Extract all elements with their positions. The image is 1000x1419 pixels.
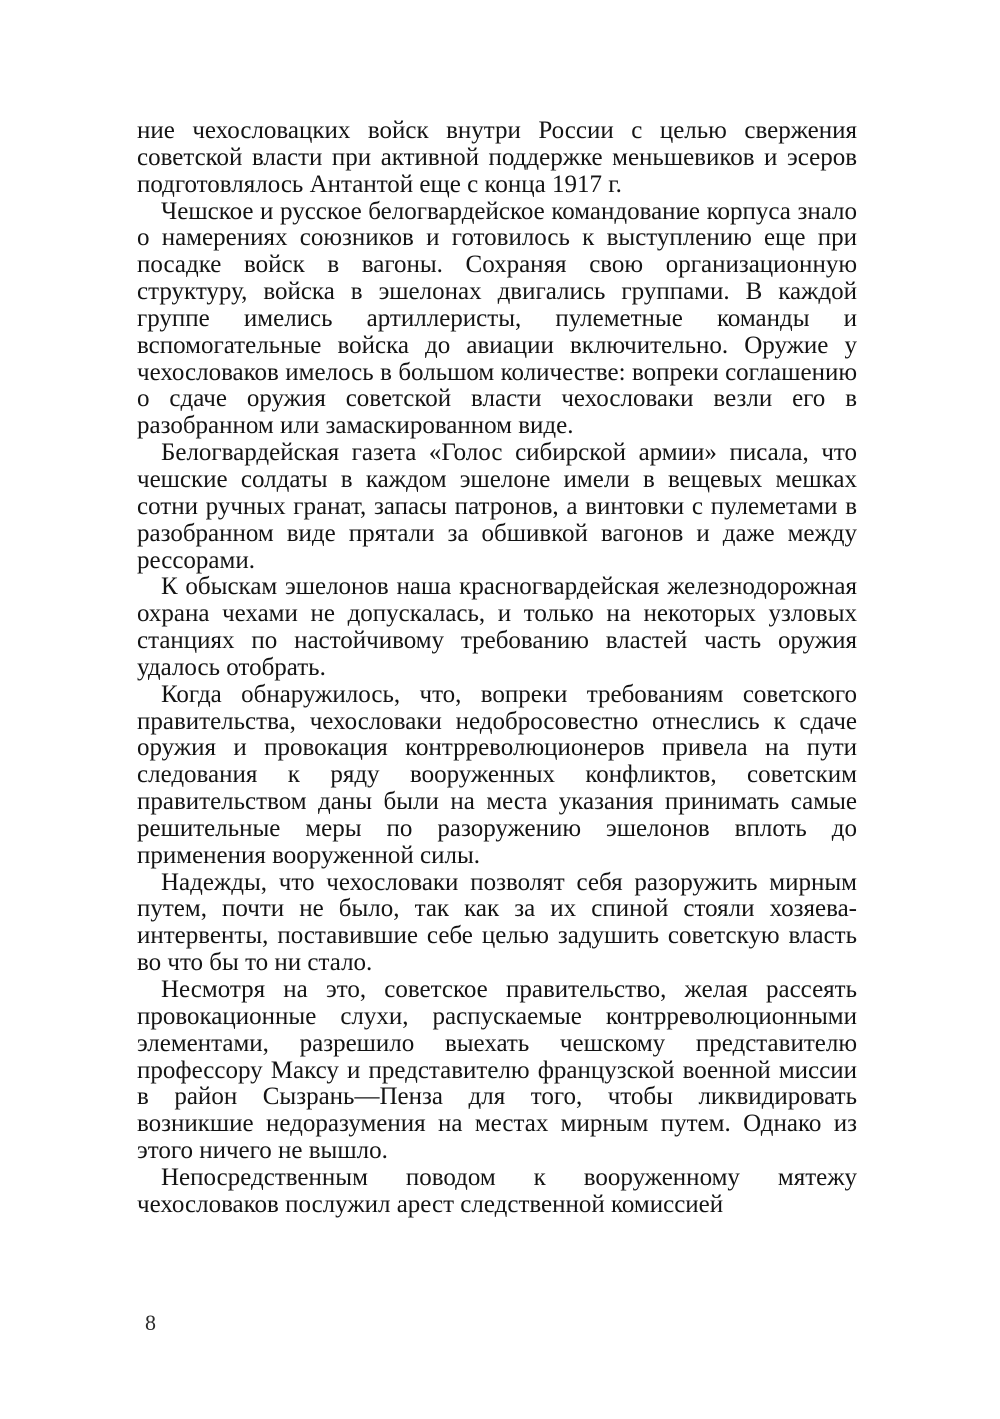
paragraph-3: Белогвардейская газета «Голос сибирской армии» писала, что чешские солдаты в каждом эшелоне имели в вещевых мешках сотни ручных гранат, запасы патронов, а винтовки с пулеметами в разобранном виде прятали за обшивкой вагонов и даже между рессорами. [137,439,857,574]
paragraph-5: Когда обнаружилось, что, вопреки требованиям советского правительства, чехословаки недобросовестно отнеслись к сдаче оружия и провокация контрреволюционеров привела на пути следования к ряду вооруженных конфликтов, советским правительством даны были на места указания принимать самые решительные меры по разоружению эшелонов вплоть до применения вооруженной силы. [137,680,857,869]
paragraph-1: ние чехословацких войск внутри России с целью свержения советской власти при активной поддержке меньшевиков и эсеров подготовлялось Антантой еще с конца 1917 г. [137,117,857,198]
paragraph-4: К обыскам эшелонов наша красногвардейская железнодорожная охрана чехами не допускалась, и только на некоторых узловых станциях по настойчивому требованию властей часть оружия удалось отобрать. [137,573,857,681]
paragraph-6: Надежды, что чехословаки позволят себя разоружить мирным путем, почти не было, так как за их спиной стояли хозяева-интервенты, поставившие себе целью задушить советскую власть во что бы то ни стало. [137,868,857,977]
page-number: 8 [145,1310,156,1335]
paragraph-2: Чешское и русское белогвардейское командование корпуса знало о намерениях союзников и готовилось к выступлению еще при посадке войск в вагоны. Сохраняя свою организационную структуру, войска в эшелонах двигались группами. В каждой группе имелись артиллеристы, пулеметные команды и вспомогательные войска до авиации включительно. Оружие у чехословаков имелось в большом количестве: вопреки соглашению о сдаче оружия советской власти чехословаки везли его в разобранном или замаскированном виде. [137,197,857,440]
paragraph-8: Непосредственным поводом к вооруженному мятежу чехословаков послужил арест следственной комиссией [137,1163,857,1218]
body-text [137,118,857,1219]
paragraph-7: Несмотря на это, советское правительство, желая рассеять провокационные слухи, распускаемые контрреволюционными элементами, разрешило выехать чешскому представителю профессору Максу и представителю французской военной миссии в район Сызрань—Пенза для того, чтобы ликвидировать возникшие недоразумения на местах мирным путем. Однако из этого ничего не вышло. [137,976,857,1165]
